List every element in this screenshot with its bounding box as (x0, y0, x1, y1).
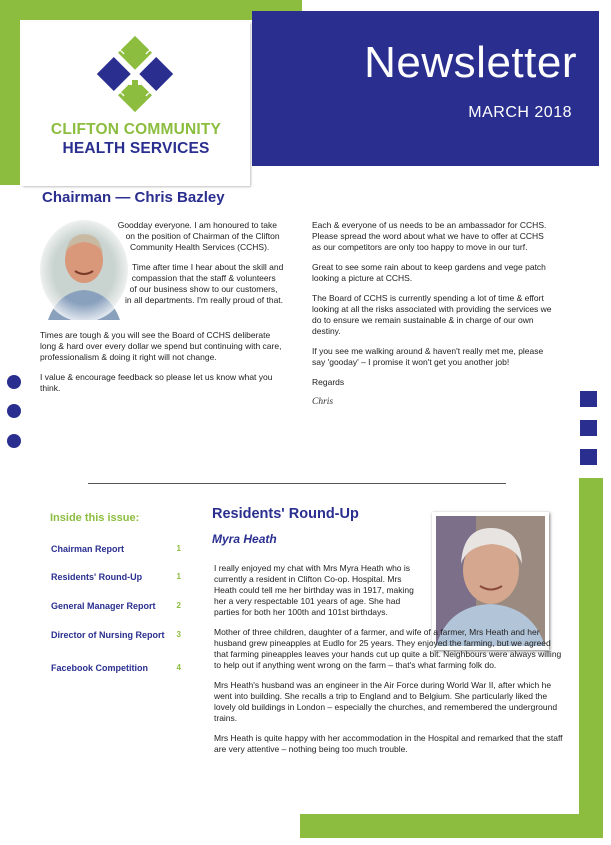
decor-dot (7, 404, 21, 418)
chairman-column-1 (40, 220, 284, 403)
residents-para-4: Mrs Heath is quite happy with her accommodation in the Hospital and remarked that the staff are very attentive – nothing being too much trouble. (214, 733, 563, 754)
issue-date: MARCH 2018 (468, 104, 572, 121)
decor-square (580, 391, 597, 407)
residents-heading: Residents' Round-Up (212, 506, 359, 522)
chairman-column-2 (312, 220, 552, 408)
chairman-para-1: Goodday everyone. I am honoured to take on the position of Chairman of the Clifton Community Health Services (CCHS). (117, 220, 280, 252)
section-divider (88, 483, 506, 484)
green-frame-bottom (300, 814, 603, 838)
decor-square (580, 420, 597, 436)
chairman-regards: Regards (312, 377, 345, 387)
chairman-para-7: The Board of CCHS is currently spending a lot of time & effort looking at all the risks associated with providing the services we do to ensure we remain sustainable & in charge of our own destiny. (312, 293, 552, 336)
decor-square (580, 449, 597, 465)
chairman-para-3: Times are tough & you will see the Board of CCHS deliberate long & hard over every dollar we spend but continuing with care, professionalism & doing it right will not change. (40, 330, 282, 362)
header-banner (252, 11, 599, 166)
chairman-heading: Chairman — Chris Bazley (42, 189, 225, 206)
chairman-para-6: Great to see some rain about to keep gardens and vege patch looking a picture at CCHS. (312, 262, 546, 283)
toc-heading: Inside this issue: (50, 512, 140, 524)
chairman-para-4: I value & encourage feedback so please let us know what you think. (40, 372, 273, 393)
chairman-para-2: Time after time I hear about the skill and compassion that the staff & volunteers of our business show to our customers, in all departments. I'm really proud of that. (125, 262, 284, 305)
residents-para-1: I really enjoyed my chat with Mrs Myra Heath who is currently a resident in Clifton Co-op. Hospital. Mrs Heath could tell me her birthday was in 1917, making her a very respectable 101 years of age. She had parties for both her 100th and 101st birthdays. (214, 563, 414, 617)
chairman-para-5: Each & everyone of us needs to be an ambassador for CCHS. Please spread the word about what we have to offer at CCHS as our competitors are only too happy to move in our turf. (312, 220, 547, 252)
decor-dot (7, 375, 21, 389)
residents-article (214, 563, 566, 764)
decor-dot (7, 434, 21, 448)
chairman-signature: Chris (312, 397, 334, 407)
newsletter-title: Newsletter (364, 38, 577, 87)
residents-para-3: Mrs Heath's husband was an engineer in the Air Force during World War II, after which he went into building. She recalls a trip to England and to Belgium. She particularly liked the lovely old buildings in London – especially the churches, and remembered the underground trains. (214, 680, 558, 723)
residents-para-2: Mother of three children, daughter of a farmer, and wife of a farmer, Mrs Heath and her husband grew pineapples at Eudlo for 25 years. They enjoyed the farming, but we agreed that farming pineapples leaves your hands cut up quite a bit. Neighbours were always willing to help out if anything went wrong on the farm – that's what farming folk do. (214, 627, 562, 670)
toc-item-general-manager[interactable]: General Manager Report 2 (51, 601, 181, 611)
green-frame-right (579, 478, 603, 838)
toc-item-residents[interactable]: Residents' Round-Up 1 (51, 572, 181, 582)
org-name-line2: HEALTH SERVICES (62, 140, 210, 157)
toc-item-director-nursing[interactable]: Director of Nursing Report 3 (51, 630, 181, 640)
org-name-line1: CLIFTON COMMUNITY (50, 121, 222, 138)
green-frame-left (0, 0, 20, 185)
toc-item-facebook[interactable]: Facebook Competition 4 (51, 663, 181, 673)
chairman-photo (40, 220, 132, 320)
resident-name: Myra Heath (212, 532, 277, 546)
chairman-para-8: If you see me walking around & haven't really met me, please say 'gooday' – I promise it won't get you another job! (312, 346, 544, 367)
cchs-logo-icon (96, 34, 174, 114)
toc-item-chairman[interactable]: Chairman Report 1 (51, 544, 181, 554)
